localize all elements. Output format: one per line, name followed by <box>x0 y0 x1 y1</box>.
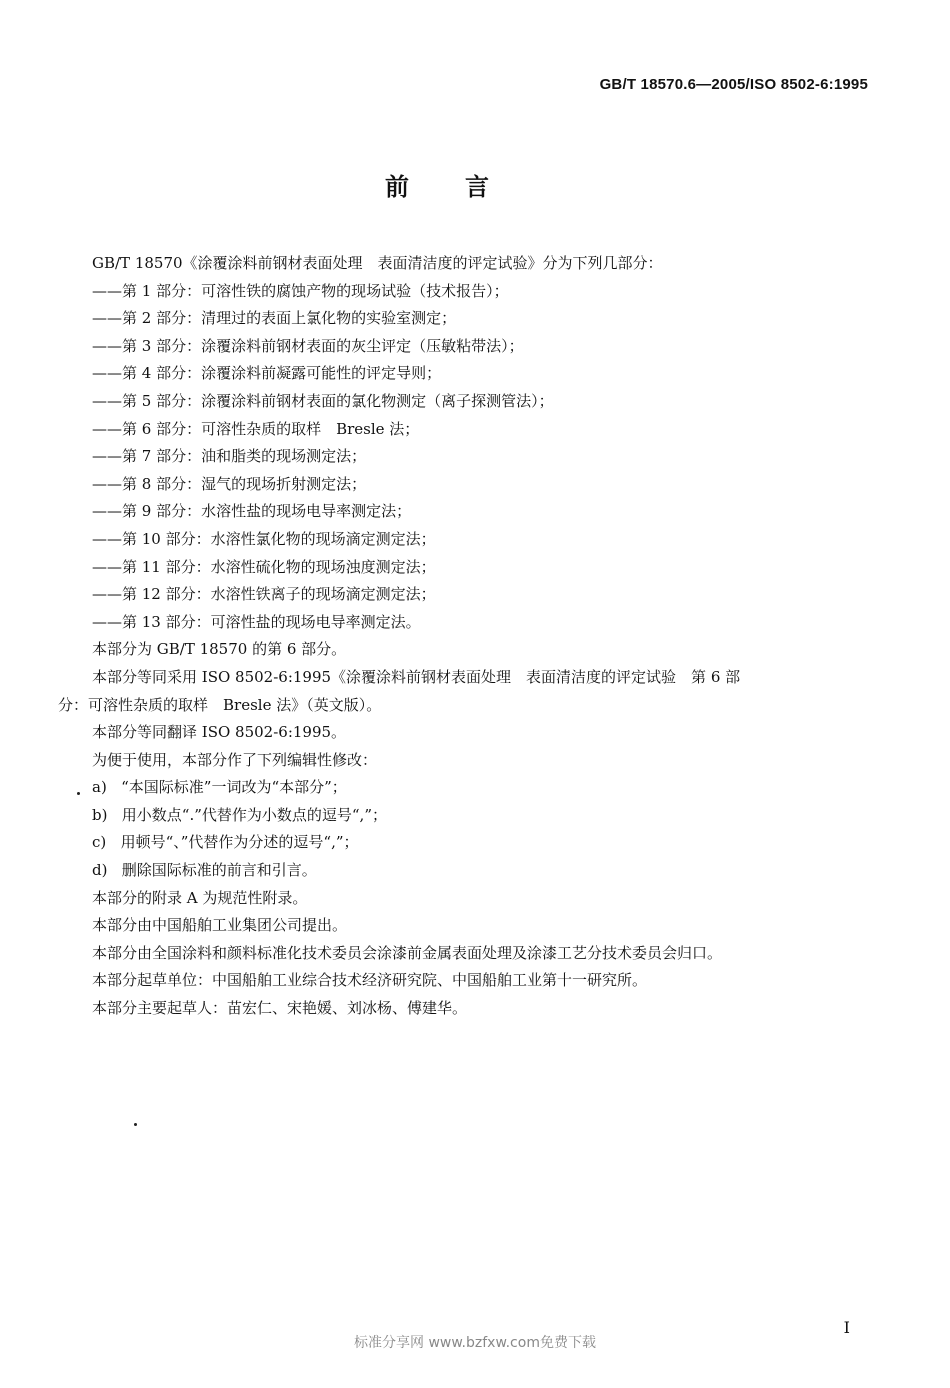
translation-paragraph: 本部分等同翻译 ISO 8502-6:1995。 <box>92 723 347 742</box>
page-number: I <box>843 1318 850 1337</box>
edit-item: c) 用顿号“、”代替作为分述的逗号“,”； <box>92 833 359 852</box>
edit-item: a) “本国际标准”一词改为“本部分”； <box>92 778 347 797</box>
centralized-paragraph: 本部分由全国涂料和颜料标准化技术委员会涂漆前金属表面处理及涂漆工艺分技术委员会归口。 <box>92 943 723 962</box>
list-item: —— 第 8 部分：湿气的现场折射测定法； <box>58 471 873 499</box>
standard-number: GB/T 18570.6—2005/ISO 8502-6:1995 <box>599 76 868 93</box>
list-item: —— 第 5 部分：涂覆涂料前钢材表面的氯化物测定（离子探测管法）； <box>58 388 873 416</box>
list-item: —— 第 2 部分：清理过的表面上氯化物的实验室测定； <box>58 305 873 333</box>
list-item: —— 第 10 部分：水溶性氯化物的现场滴定测定法； <box>58 526 873 554</box>
footer-watermark: 标准分享网 www.bzfxw.com免费下载 <box>354 1335 596 1351</box>
edits-intro-paragraph: 为便于使用，本部分作了下列编辑性修改： <box>92 750 378 769</box>
edit-item: d) 删除国际标准的前言和引言。 <box>92 861 317 880</box>
drafters-paragraph: 本部分主要起草人：苗宏仁、宋艳媛、刘冰杨、傅建华。 <box>92 999 468 1018</box>
adoption-paragraph-line1: 本部分等同采用 ISO 8502-6:1995《涂覆涂料前钢材表面处理 表面清洁度的评定试验 第 6 部 <box>92 667 741 686</box>
list-item: —— 第 3 部分：涂覆涂料前钢材表面的灰尘评定（压敏粘带法）； <box>58 333 873 361</box>
list-item: —— 第 13 部分：可溶性盐的现场电导率测定法。 <box>58 609 873 637</box>
annex-paragraph: 本部分的附录 A 为规范性附录。 <box>92 888 308 907</box>
edit-item: b) 用小数点“.”代替作为小数点的逗号“,”； <box>92 805 387 824</box>
list-item: —— 第 12 部分：水溶性铁离子的现场滴定测定法； <box>58 581 873 609</box>
proposed-paragraph: 本部分由中国船舶工业集团公司提出。 <box>92 916 348 935</box>
list-item: —— 第 7 部分：油和脂类的现场测定法； <box>58 443 873 471</box>
scan-speck <box>134 1123 137 1126</box>
part-of-paragraph: 本部分为 GB/T 18570 的第 6 部分。 <box>92 640 347 659</box>
list-item: —— 第 4 部分：涂覆涂料前凝露可能性的评定导则； <box>58 360 873 388</box>
drafting-units-paragraph: 本部分起草单位：中国船舶工业综合技术经济研究院、中国船舶工业第十一研究所。 <box>92 971 648 990</box>
page-title: 前言 <box>385 173 545 201</box>
document-body <box>58 250 873 1023</box>
intro-paragraph: GB/T 18570《涂覆涂料前钢材表面处理 表面清洁度的评定试验》分为下列几部分： <box>92 254 663 272</box>
scan-speck <box>77 792 80 795</box>
list-item: —— 第 6 部分：可溶性杂质的取样 Bresle 法； <box>58 416 873 444</box>
list-item: —— 第 9 部分：水溶性盐的现场电导率测定法； <box>58 498 873 526</box>
list-item: —— 第 1 部分：可溶性铁的腐蚀产物的现场试验（技术报告）； <box>58 278 873 306</box>
adoption-paragraph-line2: 分：可溶性杂质的取样 Bresle 法》（英文版）。 <box>58 695 382 714</box>
list-item: —— 第 11 部分：水溶性硫化物的现场浊度测定法； <box>58 554 873 582</box>
